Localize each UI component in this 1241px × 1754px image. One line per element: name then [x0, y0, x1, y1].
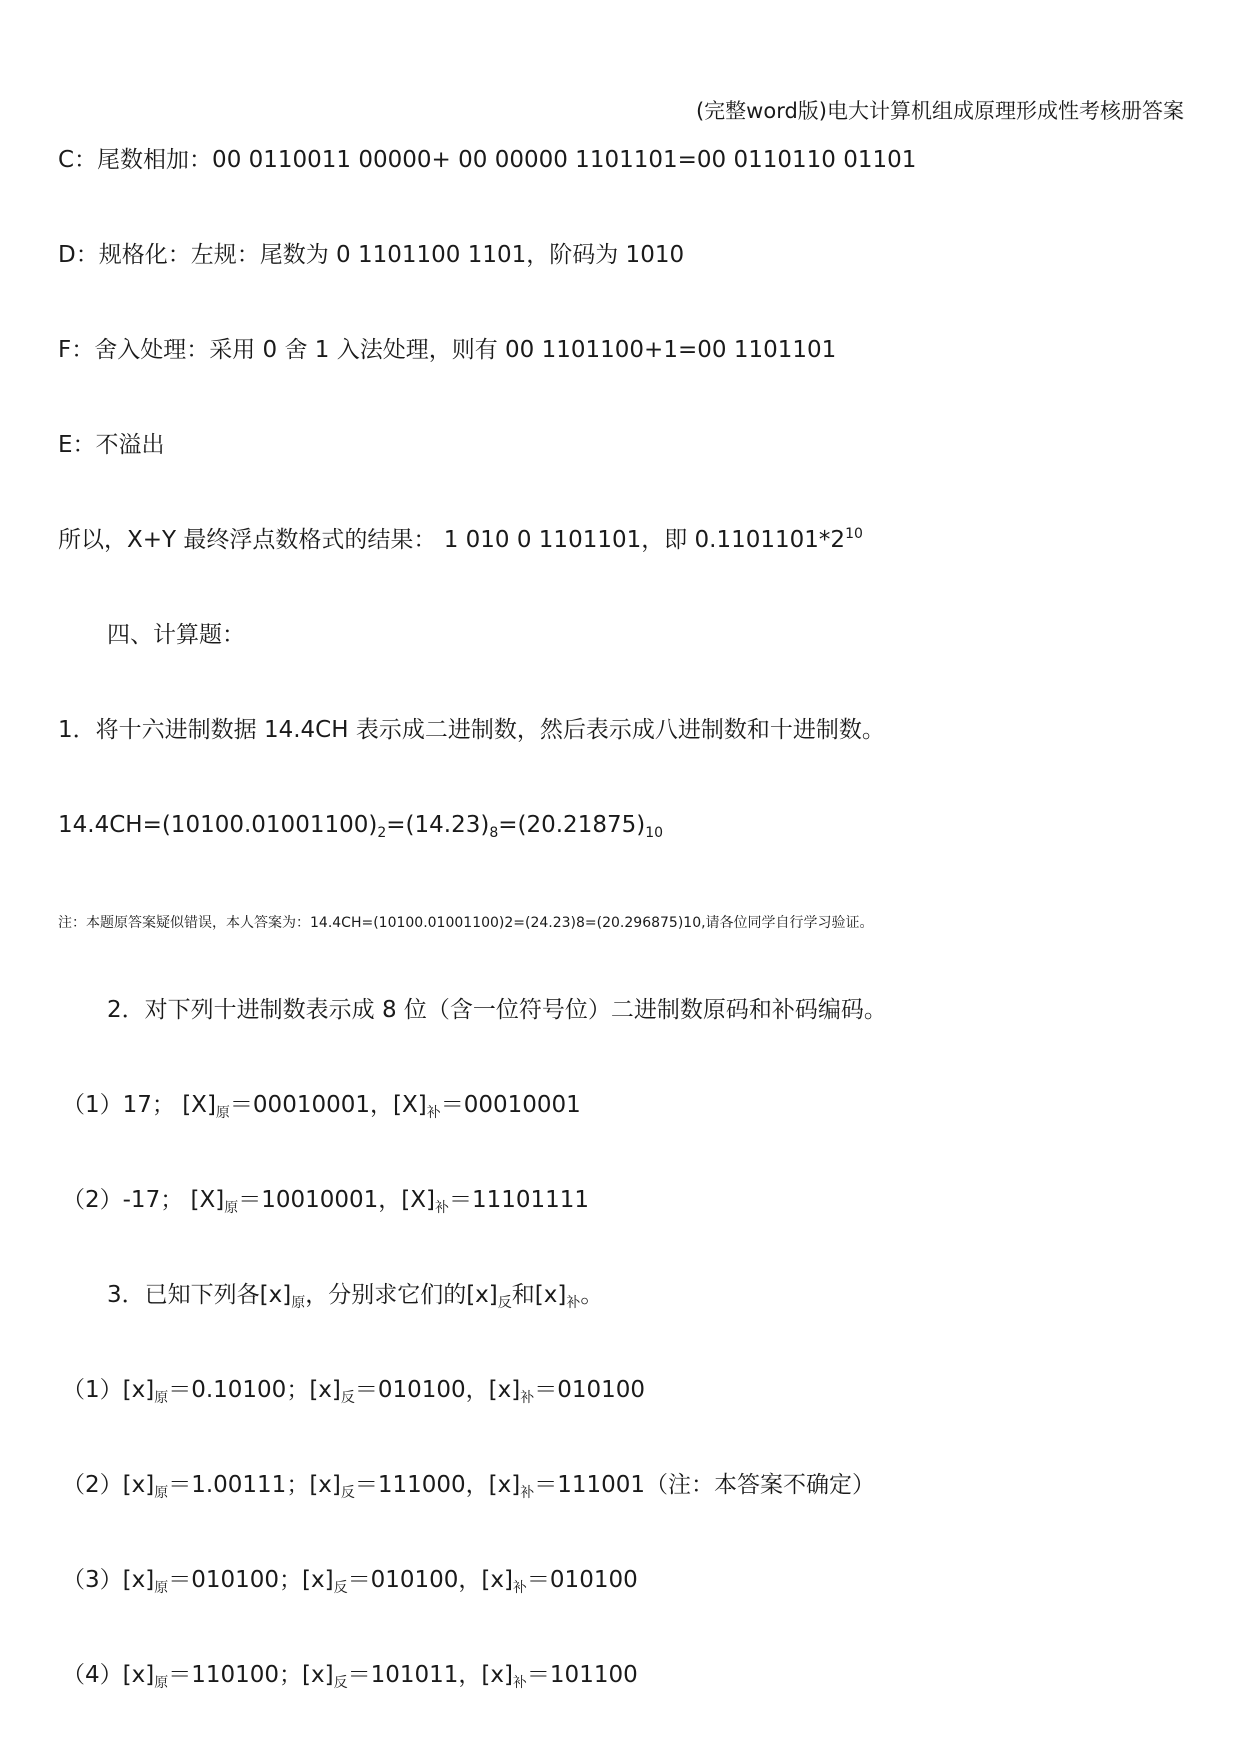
subscript-complement: 补 — [512, 1580, 527, 1596]
item-text: ＝111001（注：本答案不确定） — [534, 1472, 876, 1498]
item-text: ＝11101111 — [449, 1187, 590, 1213]
base-8-subscript: 8 — [489, 825, 499, 841]
base-10-subscript: 10 — [645, 825, 664, 841]
item-text: ＝010100，[x] — [354, 1377, 521, 1403]
subscript-original: 原 — [154, 1580, 169, 1596]
question-2-item-2 — [62, 1185, 589, 1215]
question-3-item-4 — [62, 1660, 638, 1690]
question-3-item-2 — [62, 1470, 875, 1500]
subscript-complement: 补 — [566, 1295, 581, 1311]
item-text: ＝010100 — [534, 1377, 646, 1403]
question-1-answer — [58, 810, 663, 840]
item-text: ＝010100 — [526, 1567, 638, 1593]
step-e-line: E：不溢出 — [58, 432, 165, 458]
subscript-original: 原 — [215, 1105, 230, 1121]
subscript-inverse: 反 — [333, 1675, 348, 1691]
question-3-item-1 — [62, 1375, 645, 1405]
step-f-line: F：舍入处理：采用 0 舍 1 入法处理，则有 00 1101100+1=00 1101101 — [58, 337, 837, 363]
item-text: （2）[x] — [62, 1472, 155, 1498]
item-text: （3）[x] — [62, 1567, 155, 1593]
subscript-complement: 补 — [520, 1485, 535, 1501]
item-text: ＝00010001 — [440, 1092, 581, 1118]
item-text: （4）[x] — [62, 1662, 155, 1688]
item-text: ＝010100，[x] — [347, 1567, 513, 1593]
answer-octal: =(14.23) — [386, 812, 490, 838]
subscript-complement: 补 — [426, 1105, 441, 1121]
subscript-inverse: 反 — [340, 1485, 355, 1501]
item-text: 和[x] — [511, 1282, 567, 1308]
step-d-line: D：规格化：左规：尾数为 0 1101100 1101，阶码为 1010 — [58, 242, 685, 268]
result-exponent: 10 — [845, 526, 863, 542]
result-line — [58, 525, 863, 555]
question-2-item-1 — [62, 1090, 581, 1120]
item-text: ＝101100 — [526, 1662, 638, 1688]
item-text: ＝0.10100；[x] — [168, 1377, 341, 1403]
subscript-complement: 补 — [435, 1200, 449, 1216]
item-text: ＝101011，[x] — [347, 1662, 513, 1688]
item-text: （1）[x] — [62, 1377, 155, 1403]
item-text: ＝10010001，[X] — [238, 1187, 435, 1213]
subscript-inverse: 反 — [333, 1580, 348, 1596]
question-1: 1．将十六进制数据 14.4CH 表示成二进制数，然后表示成八进制数和十进制数。 — [58, 717, 885, 743]
answer-binary: 14.4CH=(10100.01001100) — [58, 812, 378, 838]
subscript-original: 原 — [154, 1485, 169, 1501]
item-text: ＝111000，[x] — [354, 1472, 521, 1498]
item-text: ＝00010001，[X] — [229, 1092, 427, 1118]
step-c-line: C：尾数相加：00 0110011 00000+ 00 00000 1101101=00 0110110 01101 — [58, 147, 917, 173]
section-four-heading: 四、计算题： — [107, 622, 245, 648]
item-text: （1）17； [X] — [62, 1092, 216, 1118]
result-text: 所以，X+Y 最终浮点数格式的结果： 1 010 0 1101101，即 0.1101101*2 — [58, 527, 846, 553]
subscript-original: 原 — [154, 1390, 169, 1406]
page-header: (完整word版)电大计算机组成原理形成性考核册答案 — [695, 99, 1184, 123]
item-text: ，分别求它们的[x] — [305, 1282, 498, 1308]
answer-decimal: =(20.21875) — [498, 812, 646, 838]
item-text: ＝1.00111；[x] — [168, 1472, 341, 1498]
subscript-complement: 补 — [520, 1390, 535, 1406]
subscript-inverse: 反 — [340, 1390, 355, 1406]
question-3-item-3 — [62, 1565, 638, 1595]
item-text: （2）-17； [X] — [62, 1187, 225, 1213]
item-text: ＝010100；[x] — [168, 1567, 334, 1593]
item-text: 。 — [580, 1282, 604, 1308]
question-3 — [107, 1280, 603, 1310]
note-line: 注：本题原答案疑似错误，本人答案为：14.4CH=(10100.01001100)2=(24.23)8=(20.296875)10,请各位同学自行学习验证。 — [58, 915, 874, 931]
item-text: ＝110100；[x] — [168, 1662, 334, 1688]
subscript-original: 原 — [291, 1295, 306, 1311]
subscript-complement: 补 — [512, 1675, 527, 1691]
item-text: 3．已知下列各[x] — [107, 1282, 292, 1308]
subscript-inverse: 反 — [497, 1295, 512, 1311]
subscript-original: 原 — [224, 1200, 239, 1216]
base-2-subscript: 2 — [377, 825, 387, 841]
question-2: 2．对下列十进制数表示成 8 位（含一位符号位）二进制数原码和补码编码。 — [107, 997, 887, 1023]
subscript-original: 原 — [154, 1675, 169, 1691]
